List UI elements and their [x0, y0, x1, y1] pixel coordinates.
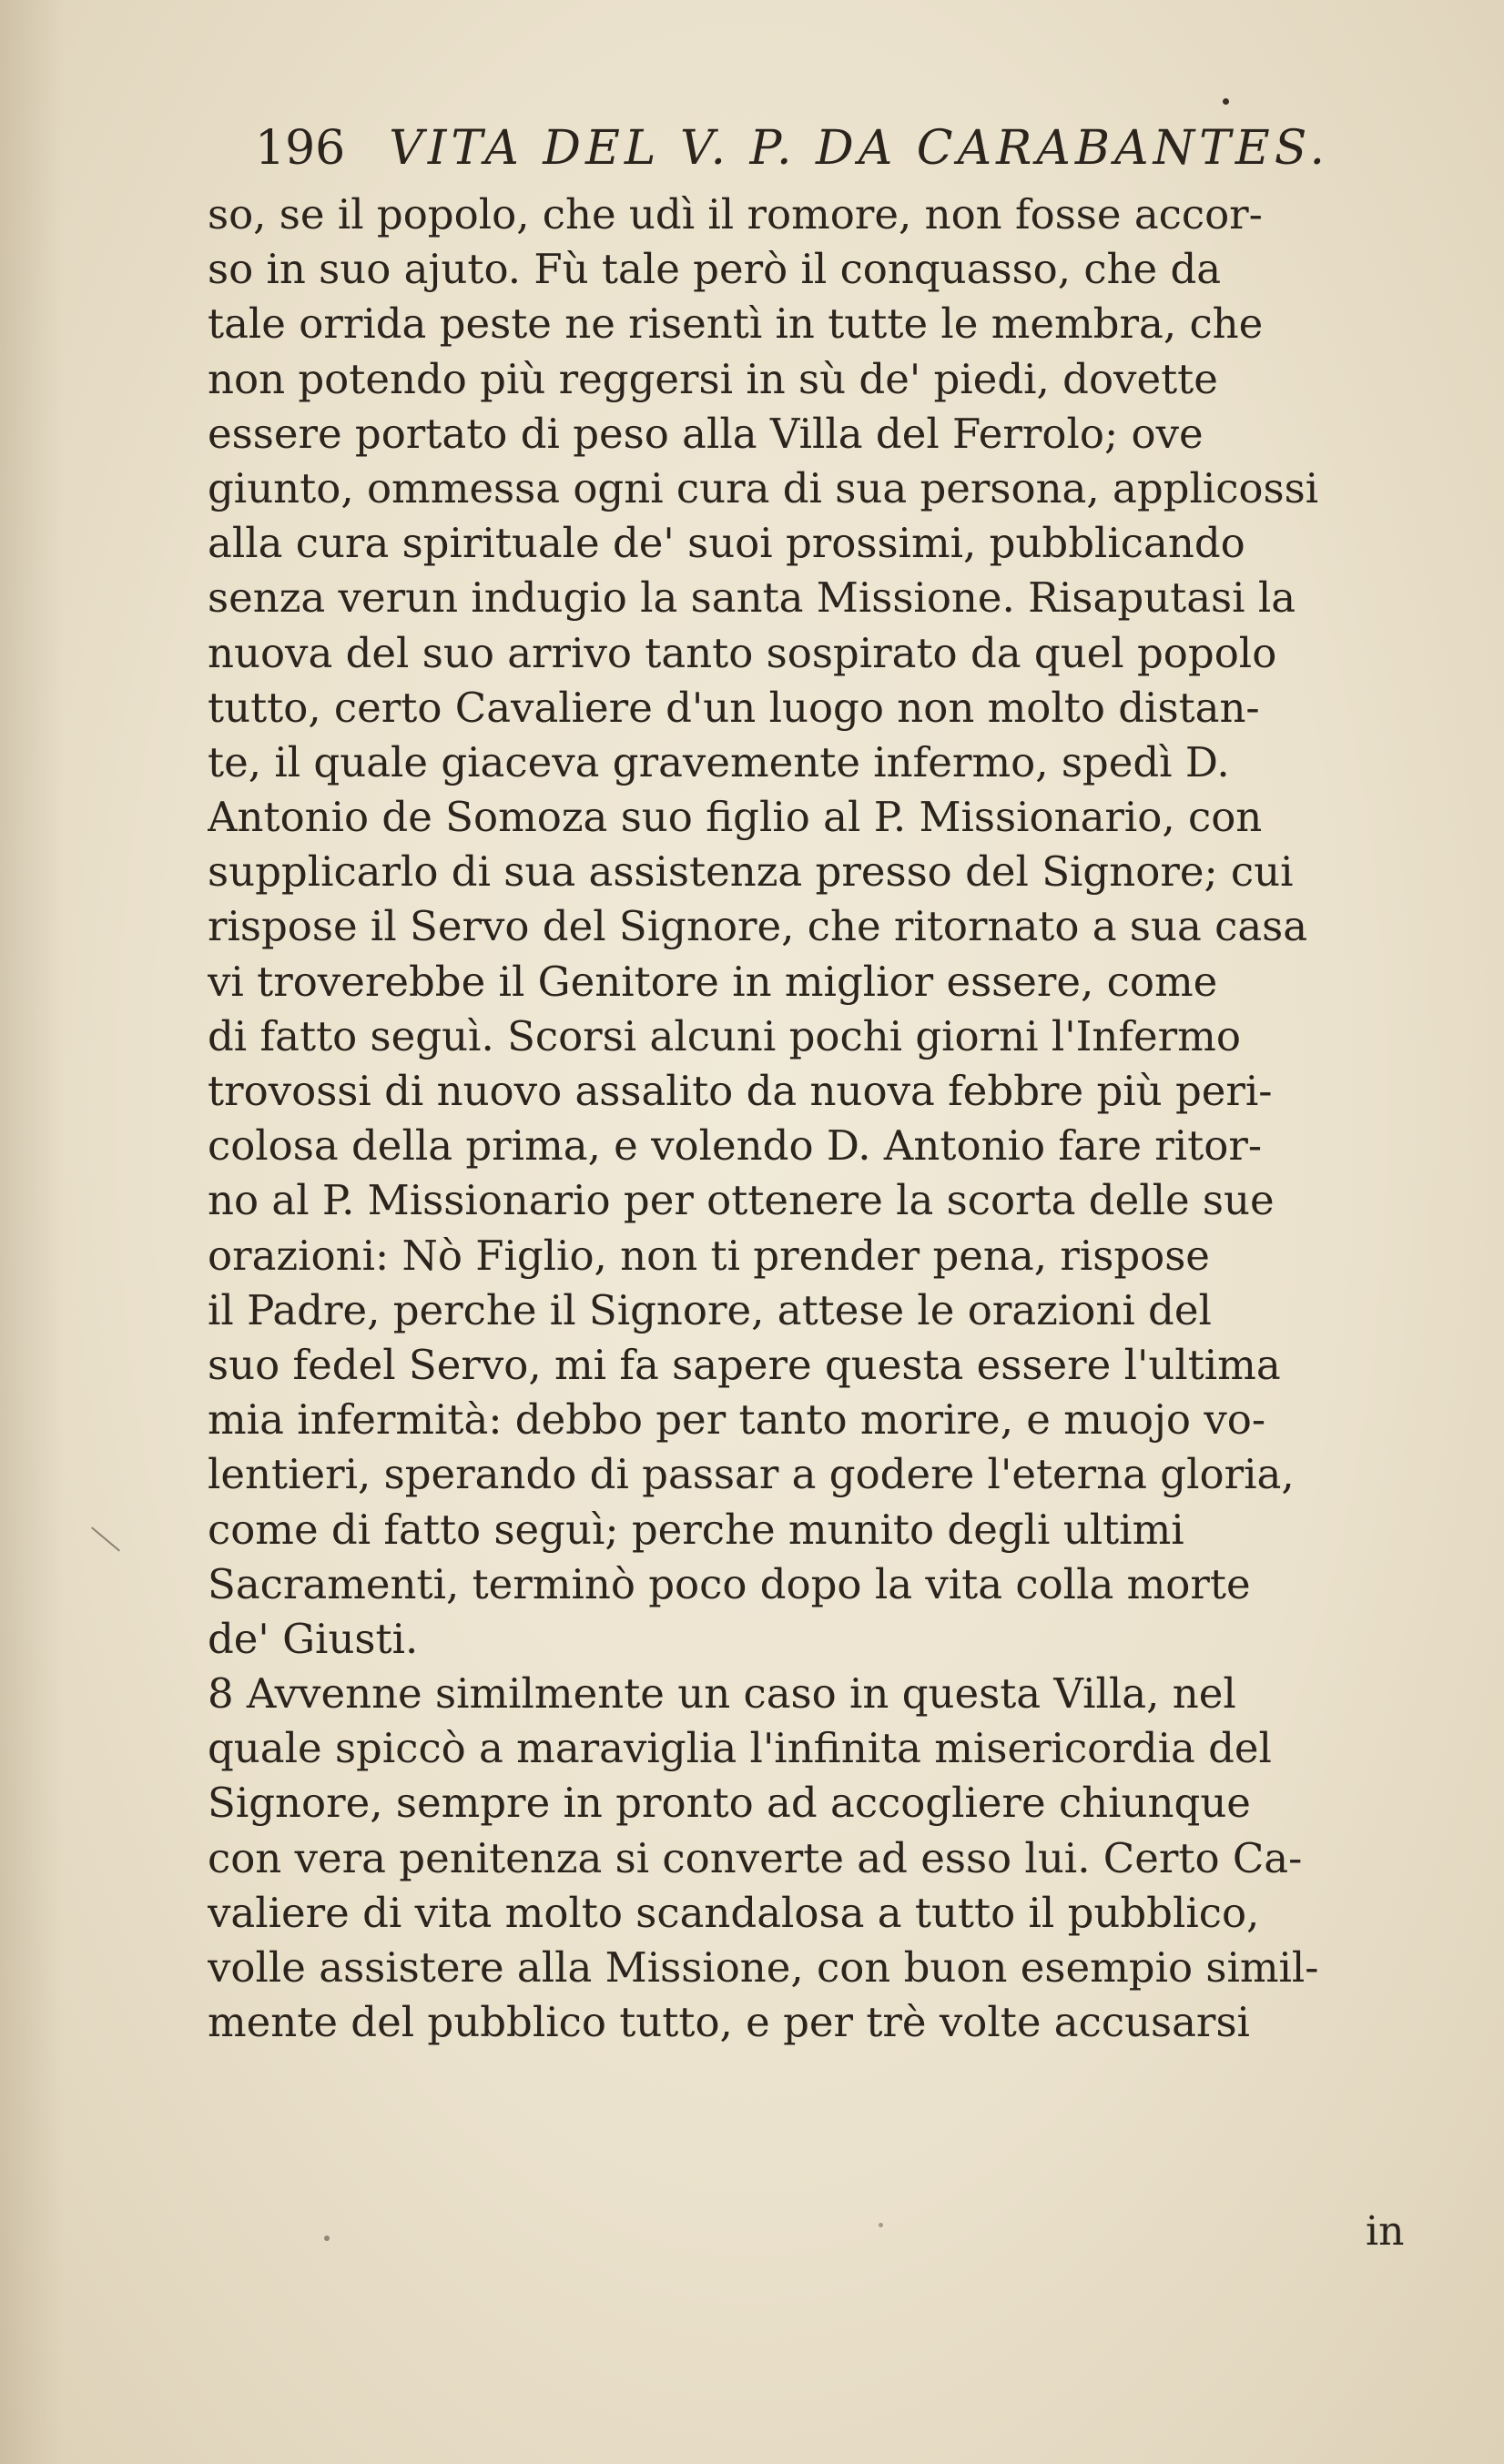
text-line: come di fatto seguì; perche munito degli ultimi [208, 1505, 1184, 1554]
text-line: vi troverebbe il Genitore in miglior essere, come [208, 957, 1218, 1006]
text-line: te, il quale giaceva gravemente infermo, spedì D. [208, 737, 1230, 786]
text-line: senza verun indugio la santa Missione. Risaputasi la [208, 573, 1296, 623]
text-line: quale spiccò a maraviglia l'infinita misericordia del [208, 1724, 1272, 1773]
running-title: VITA DEL V. P. DA CARABANTES. [389, 121, 1330, 176]
text-line: il Padre, perche il Signore, attese le orazioni del [208, 1285, 1212, 1334]
text-line: tale orrida peste ne risentì in tutte le membra, che [208, 299, 1264, 349]
running-head [255, 117, 1475, 180]
text-line: Sacramenti, terminò poco dopo la vita colla morte [208, 1559, 1251, 1608]
text-line: rispose il Servo del Signore, che ritornato a sua casa [208, 902, 1308, 951]
text-block [208, 188, 1473, 2050]
text-line: de' Giusti. [208, 1614, 419, 1663]
text-line: essere portato di peso alla Villa del Ferrolo; ove [208, 409, 1204, 458]
text-line: Antonio de Somoza suo figlio al P. Missionario, con [208, 793, 1263, 842]
text-line: colosa della prima, e volendo D. Antonio fare ritor- [208, 1121, 1263, 1171]
text-line: lentieri, sperando di passar a godere l'eterna gloria, [208, 1450, 1295, 1499]
text-line: mia infermità: debbo per tanto morire, e muojo vo- [208, 1395, 1266, 1445]
text-line: tutto, certo Cavaliere d'un luogo non molto distan- [208, 683, 1260, 732]
text-line: valiere di vita molto scandalosa a tutto il pubblico, [208, 1888, 1260, 1937]
text-line: trovossi di nuovo assalito da nuova febbre più peri- [208, 1067, 1273, 1115]
text-line: so, se il popolo, che udì il romore, non fosse accor- [208, 190, 1263, 238]
text-line: 8 Avvenne similmente un caso in questa Villa, nel [208, 1669, 1236, 1719]
text-line: Signore, sempre in pronto ad accogliere chiunque [208, 1779, 1251, 1828]
ink-speck [324, 2236, 330, 2241]
text-line: suo fedel Servo, mi fa sapere questa essere l'ultima [208, 1340, 1281, 1389]
text-line: di fatto seguì. Scorsi alcuni pochi giorni l'Infermo [208, 1011, 1241, 1060]
text-line: giunto, ommessa ogni cura di sua persona, applicossi [208, 463, 1319, 512]
ink-speck [1223, 98, 1229, 105]
page-number: 196 [255, 121, 346, 176]
text-line: so in suo ajuto. Fù tale però il conquasso, che da [208, 245, 1222, 294]
catchword: in [1366, 2208, 1405, 2255]
text-line: non potendo più reggersi in sù de' piedi, dovette [208, 354, 1218, 403]
text-line: orazioni: Nò Figlio, non ti prender pena, rispose [208, 1231, 1210, 1280]
paper-mark [91, 1526, 120, 1551]
page-edge-shadow [0, 0, 64, 2464]
text-line: nuova del suo arrivo tanto sospirato da quel popolo [208, 628, 1277, 677]
text-line: supplicarlo di sua assistenza presso del Signore; cui [208, 847, 1294, 897]
text-line: volle assistere alla Missione, con buon esempio simil- [208, 1943, 1319, 1992]
ink-speck [879, 2223, 883, 2227]
text-line: alla cura spirituale de' suoi prossimi, pubblicando [208, 519, 1245, 568]
text-line: mente del pubblico tutto, e per trè volte accusarsi [208, 1998, 1250, 2047]
text-line: con vera penitenza si converte ad esso lui. Certo Ca- [208, 1833, 1303, 1882]
text-line: no al P. Missionario per ottenere la scorta delle sue [208, 1176, 1275, 1225]
